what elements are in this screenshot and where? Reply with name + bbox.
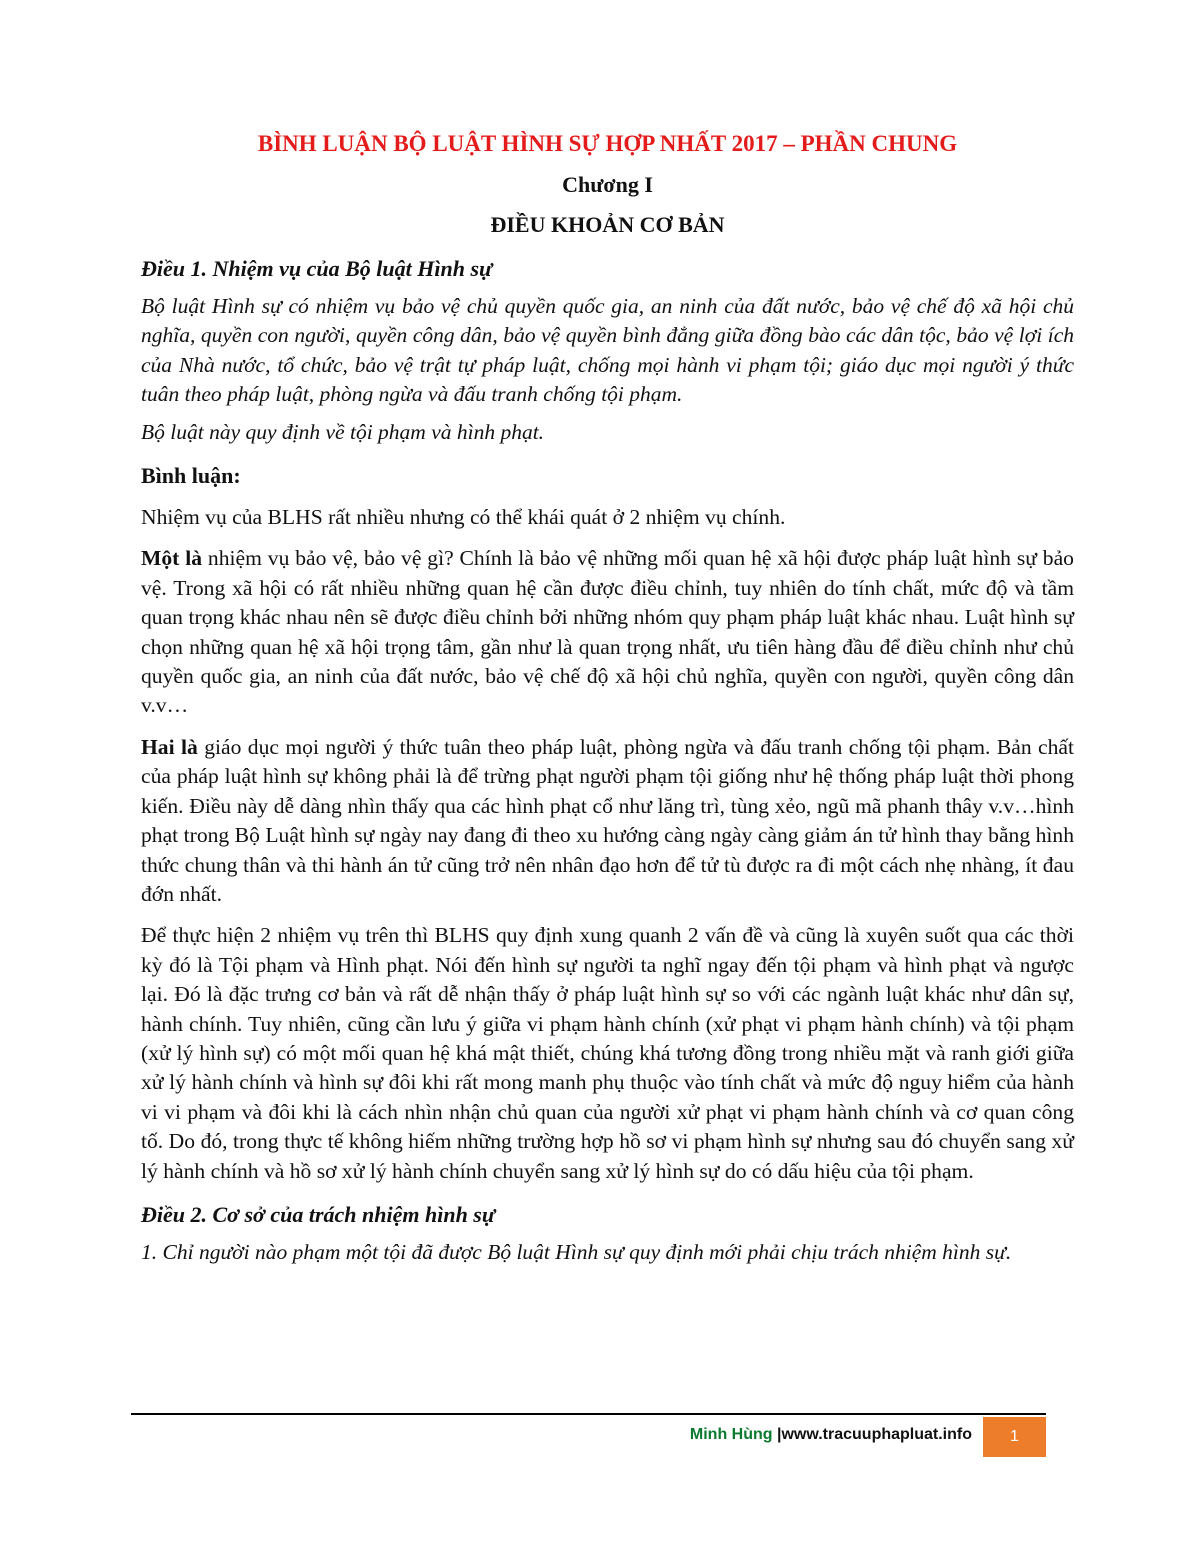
page-number: 1 xyxy=(1010,1428,1019,1445)
footer-website-link[interactable]: www.tracuuphapluat.info xyxy=(781,1426,972,1443)
point-1-text: nhiệm vụ bảo vệ, bảo vệ gì? Chính là bảo vệ những mối quan hệ xã hội được pháp luật hình sự bảo vệ. Trong xã hội có rất nhiều những quan hệ cần được điều chỉnh, tuy nhiên do tính chất, mức độ và tầm quan trọng khác nhau nên sẽ được điều chỉnh bởi những nhóm quy phạm pháp luật khác nhau. Luật hình sự chọn những quan hệ xã hội trọng tâm, gần như là quan trọng nhất, ưu tiên hàng đầu để điều chỉnh như chủ quyền quốc gia, an ninh của đất nước, bảo vệ chế độ xã hội chủ nghĩa, quyền con người, quyền công dân v.v… xyxy=(141,546,1074,718)
footer-separator: | xyxy=(777,1426,782,1443)
point-2-lead: Hai là xyxy=(141,734,198,759)
article-1-heading: Điều 1. Nhiệm vụ của Bộ luật Hình sự xyxy=(141,256,493,281)
footer-author: Minh Hùng xyxy=(689,1426,773,1443)
article-2-heading: Điều 2. Cơ sở của trách nhiệm hình sự xyxy=(141,1201,496,1227)
point-2-text: giáo dục mọi người ý thức tuân theo pháp luật, phòng ngừa và đấu tranh chống tội phạm. Bản chất của pháp luật hình sự không phải là để trừng phạt người phạm tội giống như hệ thống pháp luật thời phong kiến. Điều này dễ dàng nhìn thấy qua các hình phạt cổ như lăng trì, tùng xẻo, ngũ mã phanh thây v.v…hình phạt trong Bộ Luật hình sự ngày nay đang đi theo xu hướng càng ngày càng giảm án tử hình thay bằng hình thức chung thân và thi hành án tử cũng trở nên nhân đạo hơn để tử tù được ra đi một cách nhẹ nhàng, ít đau đớn nhất. xyxy=(141,734,1074,906)
article-2-clause-1: 1. Chỉ người nào phạm một tội đã được Bộ luật Hình sự quy định mới phải chịu trách nhiệm hình sự. xyxy=(141,1239,1012,1264)
commentary-point-2 xyxy=(141,733,1074,909)
article-1-clause-1: Bộ luật Hình sự có nhiệm vụ bảo vệ chủ quyền quốc gia, an ninh của đất nước, bảo vệ chế độ xã hội chủ nghĩa, quyền con người, quyền công dân, bảo vệ quyền bình đẳng giữa đồng bào các dân tộc, bảo vệ lợi ích của Nhà nước, tổ chức, bảo vệ trật tự pháp luật, chống mọi hành vi phạm tội; giáo dục mọi người ý thức tuân theo pháp luật, phòng ngừa và đấu tranh chống tội phạm. xyxy=(141,294,1074,407)
point-1-lead: Một là xyxy=(141,546,203,571)
chapter-title: ĐIỀU KHOẢN CƠ BẢN xyxy=(490,212,725,237)
footer-credit xyxy=(690,1424,972,1446)
document-title: BÌNH LUẬN BỘ LUẬT HÌNH SỰ HỢP NHẤT 2017 – PHẦN CHUNG xyxy=(257,131,958,156)
commentary-conclusion: Để thực hiện 2 nhiệm vụ trên thì BLHS quy định xung quanh 2 vấn đề và cũng là xuyên suốt qua các thời kỳ đó là Tội phạm và Hình phạt. Nói đến hình sự người ta nghĩ ngay đến tội phạm và hình phạt và ngược lại. Đó là đặc trưng cơ bản và rất dễ nhận thấy ở pháp luật hình sự so với các ngành luật khác như dân sự, hành chính. Tuy nhiên, cũng cần lưu ý giữa vi phạm hành chính (xử phạt vi phạm hành chính) và tội phạm (xử lý hình sự) có một mối quan hệ khá mật thiết, chúng khá tương đồng trong nhiều mặt và ranh giới giữa xử lý hành chính và hình sự đôi khi rất mong manh phụ thuộc vào tính chất và mức độ nguy hiểm của hành vi vi phạm và đôi khi là cách nhìn nhận chủ quan của người xử phạt vi phạm hành chính và cơ quan công tố. Do đó, trong thực tế không hiếm những trường hợp hồ sơ vi phạm hình sự nhưng sau đó chuyển sang xử lý hành chính và hồ sơ xử lý hành chính chuyển sang xử lý hình sự do có dấu hiệu của tội phạm. xyxy=(141,923,1074,1183)
article-1-clause-2: Bộ luật này quy định về tội phạm và hình phạt. xyxy=(141,419,545,444)
commentary-point-1 xyxy=(141,544,1074,720)
page-content xyxy=(141,128,1074,1267)
commentary-heading: Bình luận: xyxy=(141,463,241,489)
chapter-number: Chương I xyxy=(562,172,653,197)
page-number-box xyxy=(983,1417,1046,1457)
footer-divider xyxy=(131,1413,1046,1415)
commentary-intro: Nhiệm vụ của BLHS rất nhiều nhưng có thể khái quát ở 2 nhiệm vụ chính. xyxy=(141,505,786,530)
